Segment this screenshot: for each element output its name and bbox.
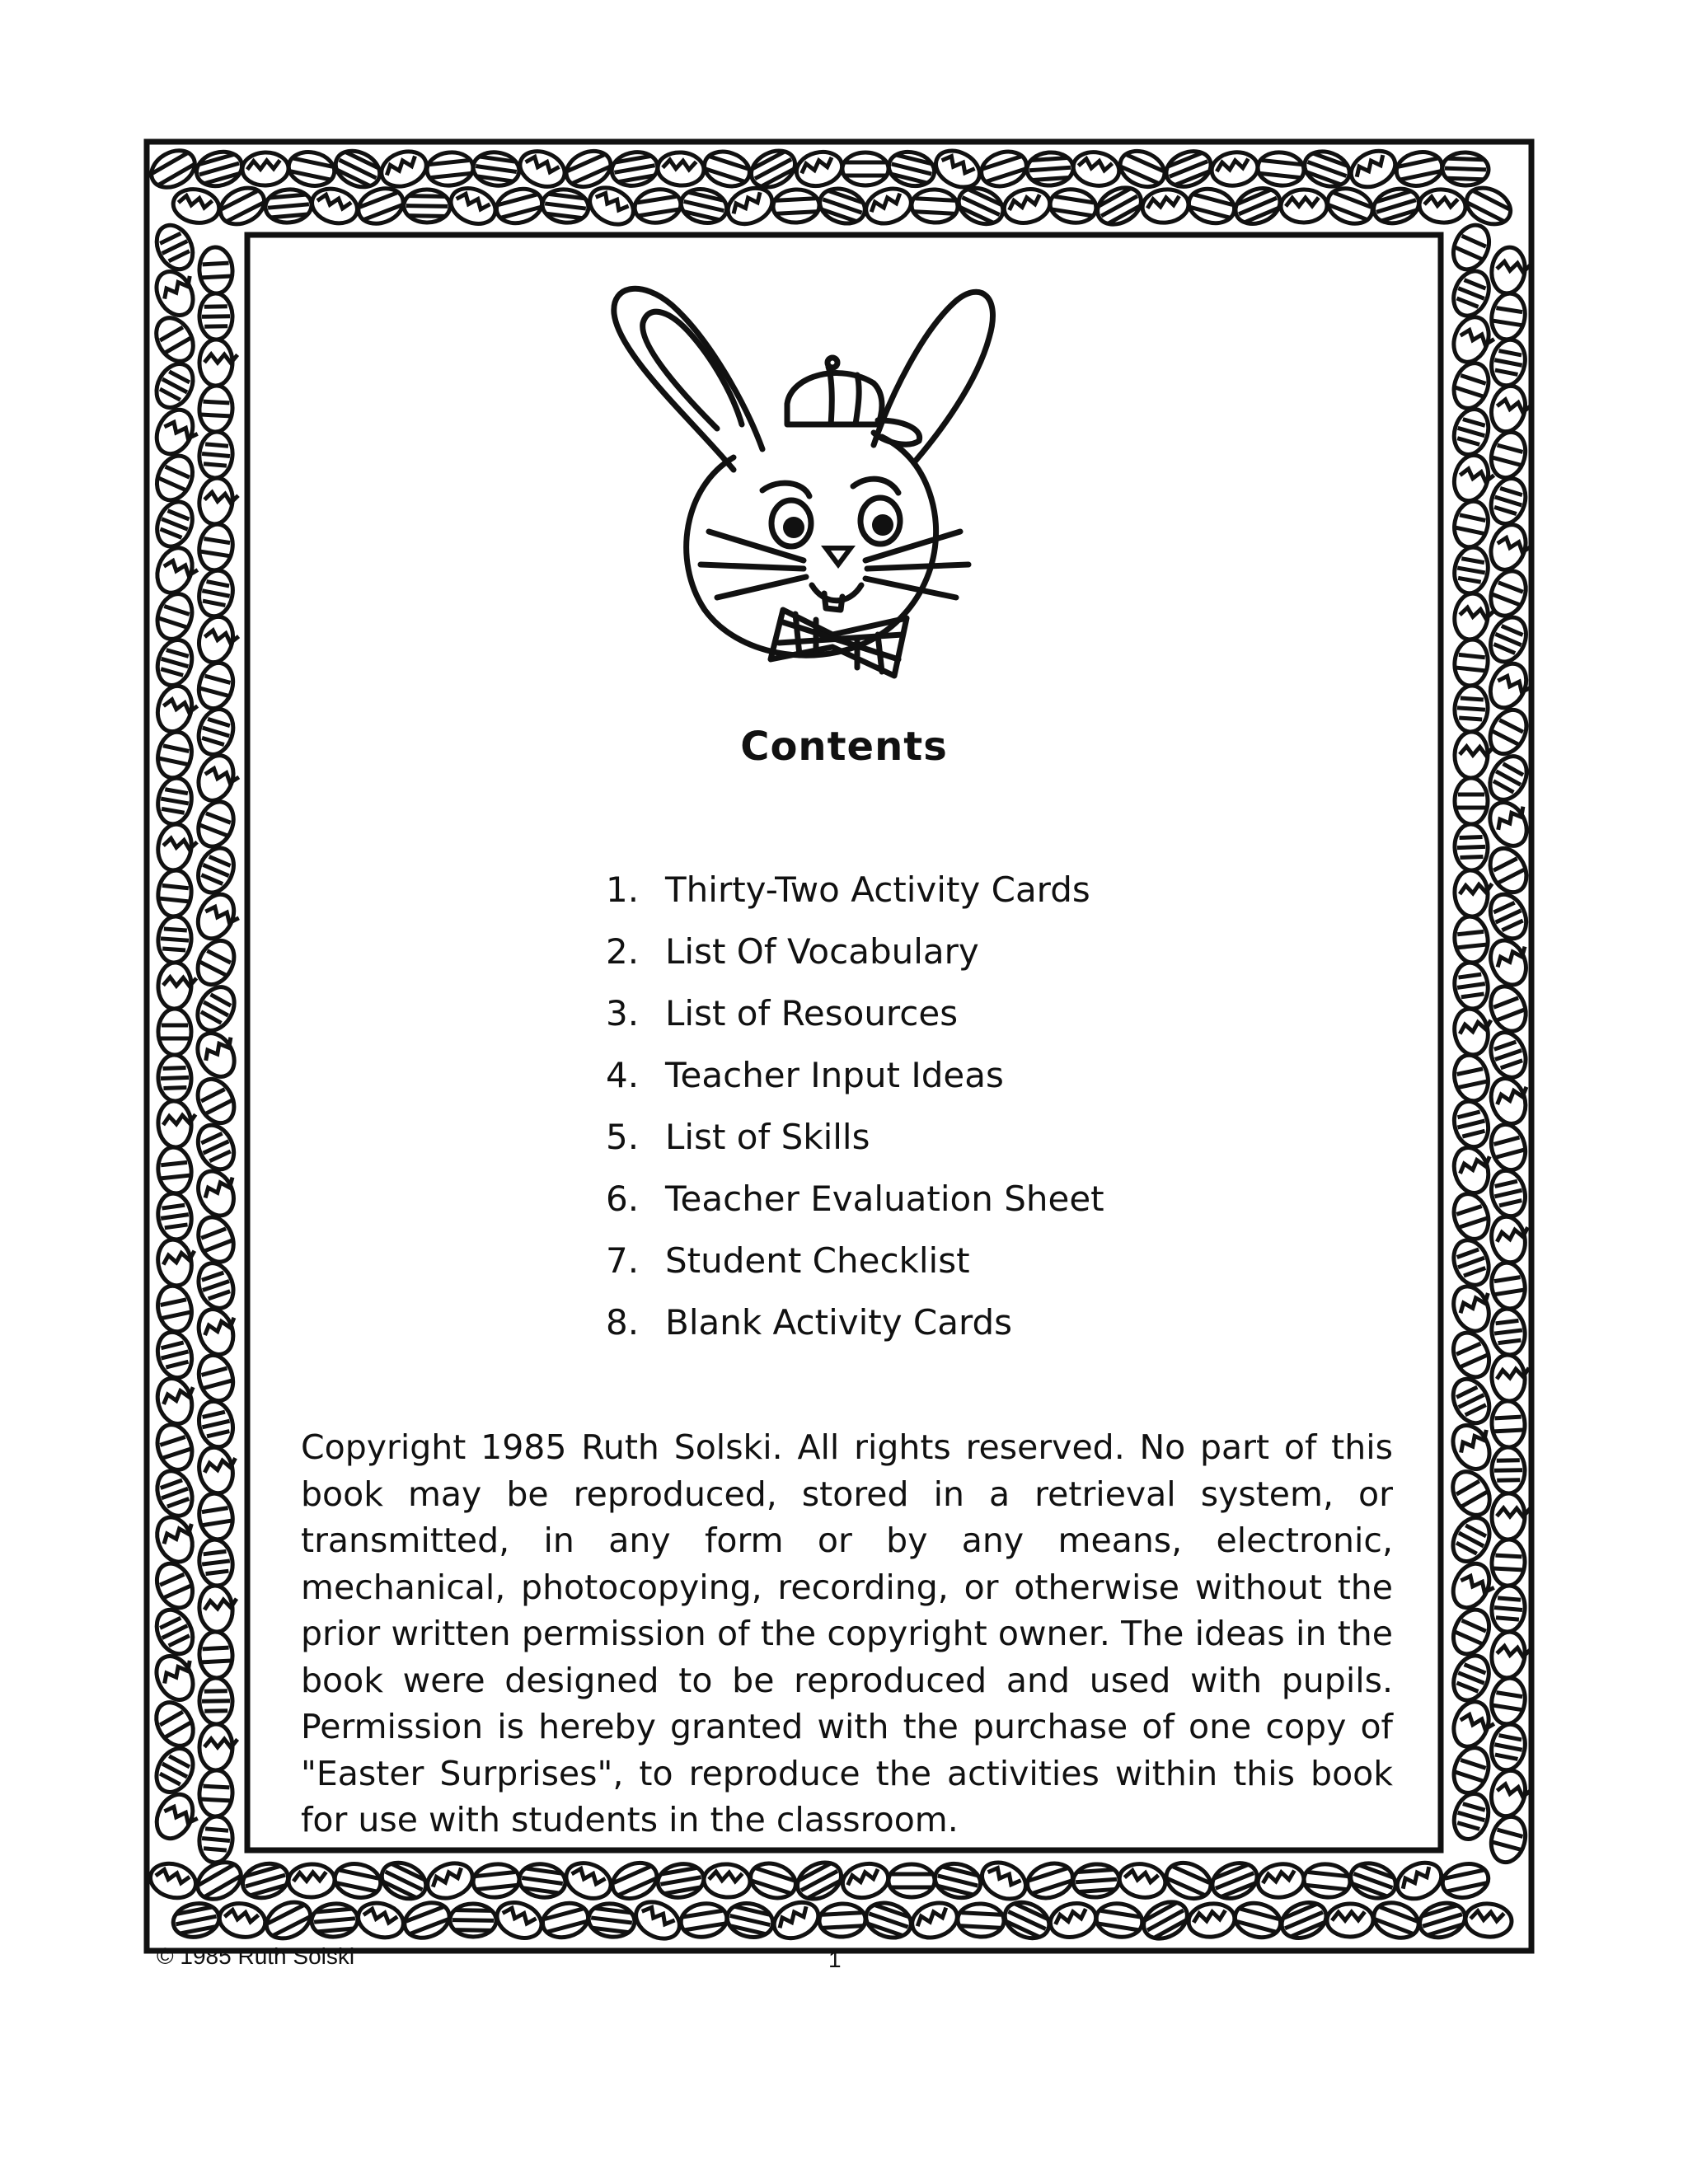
egg-decoration: [1450, 1098, 1493, 1151]
egg-decoration: [1488, 1722, 1529, 1774]
egg-decoration: [152, 589, 197, 644]
egg-decoration: [493, 184, 546, 227]
egg-decoration: [149, 1647, 204, 1706]
egg-decoration: [190, 935, 241, 991]
page-number: 1: [828, 1947, 842, 1972]
egg-decoration: [190, 1024, 246, 1083]
egg-decoration: [150, 1788, 204, 1846]
egg-decoration: [192, 797, 239, 852]
egg-decoration: [191, 1119, 241, 1175]
item-number: 7.: [606, 1240, 640, 1281]
egg-decoration: [150, 404, 204, 462]
egg-decoration: [149, 1742, 200, 1798]
list-item: [606, 1117, 1104, 1179]
egg-decoration: [198, 1584, 240, 1633]
left-ear: [614, 288, 762, 470]
egg-decoration: [152, 1373, 202, 1428]
egg-decoration: [171, 185, 223, 227]
egg-decoration: [1489, 246, 1532, 296]
egg-decoration: [214, 180, 270, 231]
egg-decoration: [772, 189, 820, 224]
egg-decoration: [1442, 152, 1489, 186]
egg-decoration: [1451, 1052, 1493, 1104]
egg-decoration: [1464, 1902, 1512, 1939]
egg-decoration: [157, 1099, 198, 1148]
egg-decoration: [630, 1895, 686, 1946]
egg-decoration: [1454, 823, 1489, 870]
egg-decoration: [192, 1164, 245, 1221]
item-number: 1.: [606, 869, 640, 910]
egg-decoration: [1418, 188, 1466, 225]
egg-decoration: [196, 522, 236, 573]
egg-decoration: [400, 1896, 455, 1943]
egg-decoration: [655, 1860, 706, 1900]
egg-decoration: [1393, 148, 1445, 190]
egg-decoration: [307, 184, 361, 229]
egg-decoration: [193, 147, 246, 191]
contents-list: [606, 869, 1104, 1364]
egg-decoration: [1486, 429, 1530, 481]
egg-decoration: [150, 1558, 199, 1613]
egg-decoration: [584, 180, 640, 232]
egg-decoration: [1141, 187, 1190, 226]
egg-decoration: [154, 776, 195, 827]
item-label: Blank Activity Cards: [665, 1302, 1013, 1343]
egg-decoration: [1207, 1857, 1263, 1905]
egg-decoration: [1449, 405, 1493, 459]
egg-decoration: [377, 146, 431, 193]
egg-decoration: [977, 146, 1031, 191]
egg-decoration: [288, 1863, 335, 1898]
egg-decoration: [149, 358, 200, 414]
egg-decoration: [330, 144, 386, 194]
item-label: List of Skills: [665, 1117, 870, 1157]
egg-decoration: [199, 246, 234, 294]
egg-decoration: [1491, 1539, 1526, 1586]
egg-decoration: [1486, 1121, 1530, 1174]
egg-decoration: [931, 1859, 984, 1902]
list-item: [606, 931, 1104, 993]
egg-decoration: [194, 659, 237, 712]
egg-decoration: [1488, 1213, 1534, 1266]
egg-decoration: [155, 822, 199, 873]
egg-decoration: [195, 1398, 237, 1451]
egg-decoration: [1048, 186, 1099, 226]
egg-decoration: [157, 1054, 192, 1101]
egg-decoration: [1446, 1511, 1497, 1568]
egg-decoration: [1486, 1813, 1530, 1866]
egg-decoration: [724, 1899, 776, 1942]
egg-decoration: [471, 149, 521, 188]
egg-decoration: [607, 1856, 662, 1905]
egg-decoration: [471, 1862, 521, 1900]
egg-decoration: [1345, 144, 1401, 194]
egg-decoration: [158, 1009, 191, 1055]
item-label: Student Checklist: [665, 1240, 970, 1281]
egg-decoration: [423, 1858, 477, 1905]
egg-decoration: [425, 150, 475, 188]
egg-decoration: [151, 497, 199, 552]
egg-decoration: [150, 219, 200, 275]
egg-decoration: [907, 1897, 962, 1943]
egg-decoration: [152, 1420, 197, 1474]
egg-decoration: [818, 1903, 866, 1938]
egg-decoration: [1117, 1860, 1168, 1900]
egg-decoration: [1071, 148, 1122, 189]
egg-decoration: [156, 869, 194, 918]
egg-decoration: [678, 185, 730, 227]
egg-decoration: [260, 1895, 316, 1945]
egg-decoration: [445, 182, 500, 231]
egg-decoration: [1489, 1260, 1528, 1311]
egg-decoration: [1455, 778, 1488, 824]
egg-decoration: [1485, 520, 1536, 576]
item-label: List Of Vocabulary: [665, 931, 979, 972]
egg-decoration: [1446, 1465, 1498, 1521]
egg-decoration: [1230, 182, 1285, 231]
egg-decoration: [147, 1858, 200, 1903]
egg-decoration: [1486, 1073, 1536, 1128]
egg-decoration: [239, 1858, 293, 1903]
egg-decoration: [1492, 1447, 1526, 1494]
egg-decoration: [1447, 1327, 1495, 1382]
egg-decoration: [885, 148, 938, 190]
egg-decoration: [1484, 612, 1533, 667]
egg-decoration: [285, 148, 337, 190]
egg-decoration: [539, 1898, 592, 1942]
egg-decoration: [703, 1863, 752, 1899]
egg-decoration: [154, 1236, 199, 1288]
nose: [826, 548, 851, 565]
egg-decoration: [151, 1510, 204, 1567]
list-item: [606, 869, 1104, 931]
egg-decoration: [1489, 291, 1528, 342]
egg-decoration: [1209, 149, 1259, 188]
item-number: 8.: [606, 1302, 640, 1343]
egg-decoration: [609, 148, 660, 189]
egg-decoration: [264, 188, 312, 225]
egg-decoration: [194, 1352, 237, 1404]
egg-decoration: [861, 183, 916, 229]
egg-decoration: [1255, 1861, 1306, 1900]
egg-decoration: [1276, 1896, 1331, 1945]
egg-decoration: [193, 1258, 239, 1313]
egg-decoration: [354, 1898, 407, 1943]
egg-decoration: [746, 1858, 800, 1903]
egg-decoration: [156, 1146, 194, 1195]
egg-decoration: [1489, 1307, 1528, 1357]
egg-decoration: [192, 1212, 239, 1268]
egg-decoration: [1447, 1373, 1497, 1429]
egg-decoration: [515, 145, 570, 193]
item-number: 3.: [606, 993, 640, 1033]
egg-decoration: [957, 1903, 1005, 1938]
egg-decoration: [199, 1769, 234, 1817]
egg-decoration: [199, 385, 234, 433]
egg-decoration: [153, 1329, 196, 1381]
egg-decoration: [171, 1900, 223, 1941]
list-item: [606, 993, 1104, 1055]
egg-decoration: [1447, 1651, 1495, 1706]
egg-decoration: [1451, 545, 1491, 596]
egg-decoration: [815, 183, 870, 229]
egg-decoration: [491, 1896, 546, 1945]
egg-decoration: [1485, 1028, 1531, 1082]
egg-decoration: [768, 1896, 824, 1945]
egg-decoration: [678, 1900, 729, 1940]
egg-decoration: [195, 1444, 241, 1497]
egg-decoration: [1447, 1604, 1495, 1659]
egg-decoration: [149, 1696, 201, 1752]
egg-decoration: [1302, 1862, 1352, 1900]
egg-decoration: [1488, 337, 1529, 389]
egg-decoration: [1448, 1743, 1493, 1797]
egg-decoration: [1487, 1167, 1530, 1220]
egg-decoration: [1415, 1898, 1469, 1943]
egg-decoration: [999, 1896, 1055, 1945]
egg-decoration: [561, 1857, 617, 1905]
egg-decoration: [1489, 1630, 1532, 1680]
egg-decoration: [1001, 185, 1053, 227]
egg-decoration: [1461, 180, 1517, 231]
egg-decoration: [632, 186, 683, 226]
list-item: [606, 1302, 1104, 1364]
egg-decoration: [198, 1815, 235, 1863]
egg-decoration: [192, 842, 241, 898]
egg-decoration: [1451, 498, 1493, 550]
egg-decoration: [195, 613, 241, 667]
egg-decoration: [1026, 151, 1075, 187]
egg-decoration: [1448, 359, 1493, 413]
egg-decoration: [793, 148, 846, 190]
item-label: Teacher Input Ideas: [665, 1055, 1004, 1095]
egg-decoration: [310, 1902, 359, 1939]
egg-decoration: [154, 1282, 196, 1334]
egg-decoration: [842, 152, 889, 185]
egg-decoration: [199, 1631, 234, 1679]
egg-decoration: [198, 430, 235, 479]
egg-decoration: [1491, 1400, 1526, 1448]
egg-decoration: [1094, 1900, 1145, 1940]
egg-decoration: [190, 981, 241, 1037]
egg-decoration: [149, 263, 204, 321]
egg-decoration: [1369, 1896, 1424, 1943]
page-title: Contents: [740, 724, 948, 770]
egg-decoration: [241, 152, 288, 186]
item-label: Thirty-Two Activity Cards: [665, 869, 1090, 910]
egg-decoration: [1489, 1675, 1528, 1727]
item-number: 6.: [606, 1179, 640, 1219]
egg-decoration: [541, 187, 590, 226]
egg-decoration: [1447, 266, 1495, 321]
egg-decoration: [199, 1724, 238, 1771]
egg-decoration: [1484, 888, 1533, 944]
egg-decoration: [1486, 474, 1531, 527]
egg-decoration: [217, 1900, 269, 1941]
egg-decoration: [404, 190, 451, 223]
egg-decoration: [1256, 150, 1306, 188]
egg-decoration: [155, 1191, 194, 1241]
egg-decoration: [195, 568, 237, 620]
egg-decoration: [976, 1855, 1032, 1906]
egg-decoration: [152, 543, 203, 599]
list-item: [606, 1240, 1104, 1302]
egg-decoration: [889, 1864, 935, 1897]
egg-decoration: [1023, 1858, 1077, 1903]
egg-decoration: [194, 1304, 243, 1359]
egg-decoration: [1484, 982, 1531, 1037]
egg-decoration: [152, 1466, 199, 1521]
egg-decoration: [1448, 1235, 1495, 1290]
egg-decoration: [1137, 1895, 1193, 1946]
egg-decoration: [1091, 180, 1147, 232]
egg-decoration: [1449, 1790, 1493, 1844]
egg-decoration: [1327, 1904, 1374, 1938]
egg-decoration: [517, 1861, 567, 1900]
egg-decoration: [190, 1073, 241, 1129]
egg-decoration: [1391, 1856, 1447, 1906]
egg-decoration: [1487, 1767, 1534, 1821]
egg-decoration: [861, 1897, 916, 1943]
egg-decoration: [157, 916, 193, 964]
item-number: 2.: [606, 931, 640, 972]
egg-decoration: [791, 1855, 847, 1906]
egg-decoration: [1490, 1353, 1532, 1403]
egg-decoration: [1185, 184, 1238, 227]
list-item: [606, 1055, 1104, 1117]
egg-decoration: [196, 1491, 236, 1542]
egg-decoration: [331, 1860, 383, 1902]
egg-decoration: [1369, 184, 1423, 229]
egg-decoration: [197, 1538, 236, 1587]
egg-decoration: [839, 1859, 892, 1902]
egg-decoration: [1281, 190, 1328, 223]
egg-decoration: [1323, 182, 1378, 229]
egg-decoration: [150, 450, 199, 505]
egg-decoration: [152, 636, 197, 690]
egg-decoration: [1452, 638, 1490, 687]
list-item: [606, 1179, 1104, 1240]
right-ear: [874, 292, 992, 462]
item-label: List of Resources: [665, 993, 959, 1033]
egg-decoration: [1300, 146, 1354, 193]
egg-decoration: [354, 182, 409, 229]
item-number: 4.: [606, 1055, 640, 1095]
egg-decoration: [199, 340, 238, 387]
egg-decoration: [1453, 869, 1494, 917]
bunny-illustration: [593, 280, 1022, 709]
egg-decoration: [1452, 915, 1490, 964]
egg-decoration: [157, 962, 197, 1010]
egg-decoration: [1490, 1584, 1527, 1633]
egg-decoration: [199, 293, 233, 340]
egg-decoration: [657, 151, 706, 187]
egg-decoration: [150, 1604, 200, 1660]
egg-decoration: [145, 143, 201, 195]
egg-decoration: [1047, 1899, 1100, 1942]
egg-decoration: [1448, 1189, 1493, 1244]
egg-decoration: [1439, 1860, 1491, 1902]
egg-decoration: [191, 888, 245, 946]
egg-decoration: [1447, 219, 1495, 274]
egg-decoration: [700, 146, 754, 191]
egg-decoration: [1451, 960, 1490, 1010]
egg-decoration: [587, 1901, 636, 1940]
egg-decoration: [1492, 1493, 1531, 1540]
egg-decoration: [1160, 1856, 1216, 1905]
item-label: Teacher Evaluation Sheet: [665, 1179, 1104, 1219]
egg-decoration: [1483, 842, 1533, 898]
egg-decoration: [1487, 382, 1534, 436]
item-number: 5.: [606, 1117, 640, 1157]
egg-decoration: [149, 312, 201, 368]
egg-decoration: [376, 1856, 432, 1906]
egg-decoration: [1072, 1863, 1121, 1899]
egg-decoration: [199, 1678, 233, 1725]
egg-decoration: [1187, 1901, 1236, 1940]
egg-decoration: [1346, 1858, 1400, 1905]
egg-decoration: [197, 476, 240, 527]
egg-decoration: [911, 189, 959, 224]
footer-copyright: © 1985 Ruth Solski: [157, 1943, 355, 1969]
copyright-notice: Copyright 1985 Ruth Solski. All rights reserved. No part of this book may be reproduced, stored in a retrieval system, or transmitted, in any form or by any means, electronic, mechanical, photocopying, recording, or otherwise without the prior written permission of the copyright owner. The ideas in the book were designed to be reproduced and used with pupils. Permission is hereby granted with the purchase of one copy of "Easter Surprises", to reproduce the activities within this book for use with students in the classroom.: [301, 1427, 1393, 1840]
egg-decoration: [450, 1904, 497, 1938]
egg-decoration: [1161, 145, 1217, 193]
egg-decoration: [1231, 1898, 1284, 1942]
